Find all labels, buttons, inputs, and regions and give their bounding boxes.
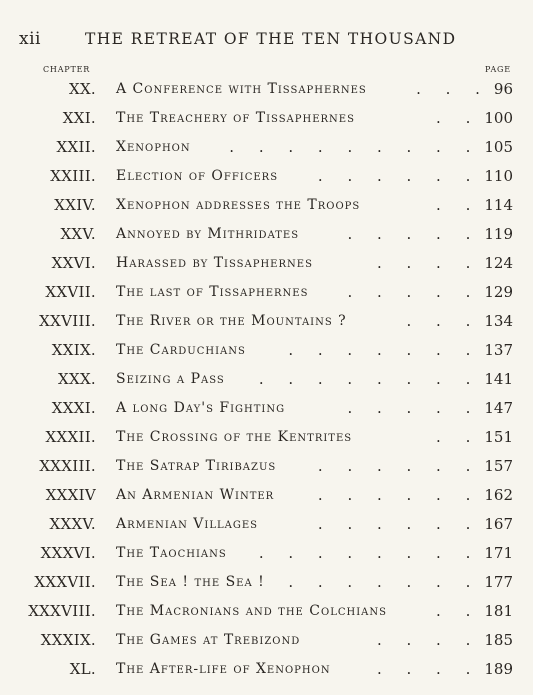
- page-reference: 147: [484, 399, 513, 417]
- table-of-contents: [0, 78, 533, 687]
- chapter-number: XXVII.: [45, 283, 96, 301]
- page-reference: 189: [484, 660, 513, 678]
- page-reference: 119: [484, 225, 513, 243]
- dot-leader: . . . . . . .: [288, 341, 481, 359]
- page-reference: 141: [484, 370, 513, 388]
- dot-leader: . . . .: [376, 254, 481, 272]
- page-reference: 100: [484, 109, 513, 127]
- dot-leader: . .: [436, 196, 481, 214]
- chapter-number: XL.: [69, 660, 96, 678]
- chapter-number: XXXVII.: [34, 573, 96, 591]
- dot-leader: . . . . . . .: [288, 573, 481, 591]
- page-number: xii: [19, 29, 41, 49]
- page-reference: 114: [484, 196, 513, 214]
- page-column-heading: PAGE: [485, 65, 511, 74]
- page-reference: 105: [484, 138, 513, 156]
- toc-entry: [0, 281, 533, 310]
- chapter-title: Xenophon addresses the Troops: [116, 197, 361, 213]
- chapter-title: The Satrap Tiribazus: [116, 458, 277, 474]
- chapter-title: The Crossing of the Kentrites: [116, 429, 353, 445]
- chapter-number: XXXV.: [49, 515, 96, 533]
- chapter-number: XXIV.: [54, 196, 96, 214]
- toc-entry: [0, 368, 533, 397]
- dot-leader: . . . . .: [347, 283, 481, 301]
- chapter-number: XXVIII.: [39, 312, 96, 330]
- page-reference: 129: [484, 283, 513, 301]
- chapter-title: An Armenian Winter: [116, 487, 275, 503]
- chapter-number: XXI.: [62, 109, 96, 127]
- toc-entry: [0, 513, 533, 542]
- running-title: THE RETREAT OF THE TEN THOUSAND: [85, 30, 457, 48]
- toc-entry: [0, 252, 533, 281]
- page-reference: 185: [484, 631, 513, 649]
- chapter-number: XXXIII.: [39, 457, 96, 475]
- page-reference: 177: [484, 573, 513, 591]
- toc-entry: [0, 194, 533, 223]
- page-reference: 157: [484, 457, 513, 475]
- chapter-number: XXIX.: [51, 341, 96, 359]
- page-reference: 162: [484, 486, 513, 504]
- page-reference: 151: [484, 428, 513, 446]
- chapter-number: XXVI.: [51, 254, 96, 272]
- chapter-number: XXXVI.: [40, 544, 96, 562]
- chapter-title: The Treachery of Tissaphernes: [116, 110, 355, 126]
- chapter-title: The After-life of Xenophon: [116, 661, 331, 677]
- dot-leader: . . . . . .: [317, 486, 481, 504]
- dot-leader: . . .: [416, 80, 490, 98]
- page-reference: 110: [484, 167, 513, 185]
- page-reference: 171: [484, 544, 513, 562]
- toc-entry: [0, 223, 533, 252]
- dot-leader: . .: [436, 602, 481, 620]
- chapter-title: The Carduchians: [116, 342, 246, 358]
- toc-entry: [0, 397, 533, 426]
- chapter-number: XXX.: [57, 370, 96, 388]
- dot-leader: . . . . . .: [317, 167, 481, 185]
- toc-entry: [0, 455, 533, 484]
- toc-entry: [0, 571, 533, 600]
- chapter-title: Seizing a Pass: [116, 371, 225, 387]
- page-reference: 167: [484, 515, 513, 533]
- chapter-column-heading: CHAPTER: [43, 65, 91, 74]
- toc-entry: [0, 107, 533, 136]
- toc-entry: [0, 339, 533, 368]
- chapter-title: Harassed by Tissaphernes: [116, 255, 313, 271]
- toc-entry: [0, 426, 533, 455]
- toc-entry: [0, 542, 533, 571]
- dot-leader: . .: [436, 428, 481, 446]
- dot-leader: . . . . . .: [317, 515, 481, 533]
- toc-entry: [0, 136, 533, 165]
- toc-entry: [0, 78, 533, 107]
- chapter-title: Armenian Villages: [116, 516, 259, 532]
- dot-leader: . . . . .: [347, 225, 481, 243]
- dot-leader: . . . . . . . . .: [229, 138, 481, 156]
- chapter-title: The Sea ! the Sea !: [116, 574, 265, 590]
- page-reference: 134: [484, 312, 513, 330]
- chapter-number: XX.: [68, 80, 96, 98]
- chapter-title: The River or the Mountains ?: [116, 313, 347, 329]
- chapter-number: XXXIV: [45, 486, 96, 504]
- dot-leader: . .: [436, 109, 481, 127]
- toc-entry: [0, 310, 533, 339]
- toc-entry: [0, 600, 533, 629]
- toc-entry: [0, 484, 533, 513]
- page-reference: 124: [484, 254, 513, 272]
- chapter-number: XXXIX.: [40, 631, 96, 649]
- chapter-number: XXXII.: [45, 428, 96, 446]
- dot-leader: . . . . . .: [317, 457, 481, 475]
- chapter-title: Election of Officers: [116, 168, 279, 184]
- toc-entry: [0, 658, 533, 687]
- page-reference: 96: [493, 80, 513, 98]
- chapter-title: The last of Tissaphernes: [116, 284, 309, 300]
- chapter-number: XXV.: [60, 225, 96, 243]
- chapter-number: XXXI.: [51, 399, 96, 417]
- dot-leader: . . .: [406, 312, 481, 330]
- chapter-title: Xenophon: [116, 139, 191, 155]
- chapter-title: A long Day's Fighting: [116, 400, 286, 416]
- chapter-number: XXXVIII.: [28, 602, 96, 620]
- dot-leader: . . . . . . . .: [258, 544, 481, 562]
- chapter-title: The Taochians: [116, 545, 227, 561]
- dot-leader: . . . .: [376, 660, 481, 678]
- chapter-title: Annoyed by Mithridates: [116, 226, 300, 242]
- dot-leader: . . . .: [376, 631, 481, 649]
- toc-entry: [0, 629, 533, 658]
- chapter-number: XXIII.: [50, 167, 96, 185]
- chapter-title: The Games at Trebizond: [116, 632, 301, 648]
- toc-entry: [0, 165, 533, 194]
- page-reference: 181: [484, 602, 513, 620]
- chapter-title: The Macronians and the Colchians: [116, 603, 387, 619]
- dot-leader: . . . . .: [347, 399, 481, 417]
- chapter-number: XXII.: [56, 138, 96, 156]
- dot-leader: . . . . . . . .: [258, 370, 481, 388]
- page-reference: 137: [484, 341, 513, 359]
- chapter-title: A Conference with Tissaphernes: [116, 81, 367, 97]
